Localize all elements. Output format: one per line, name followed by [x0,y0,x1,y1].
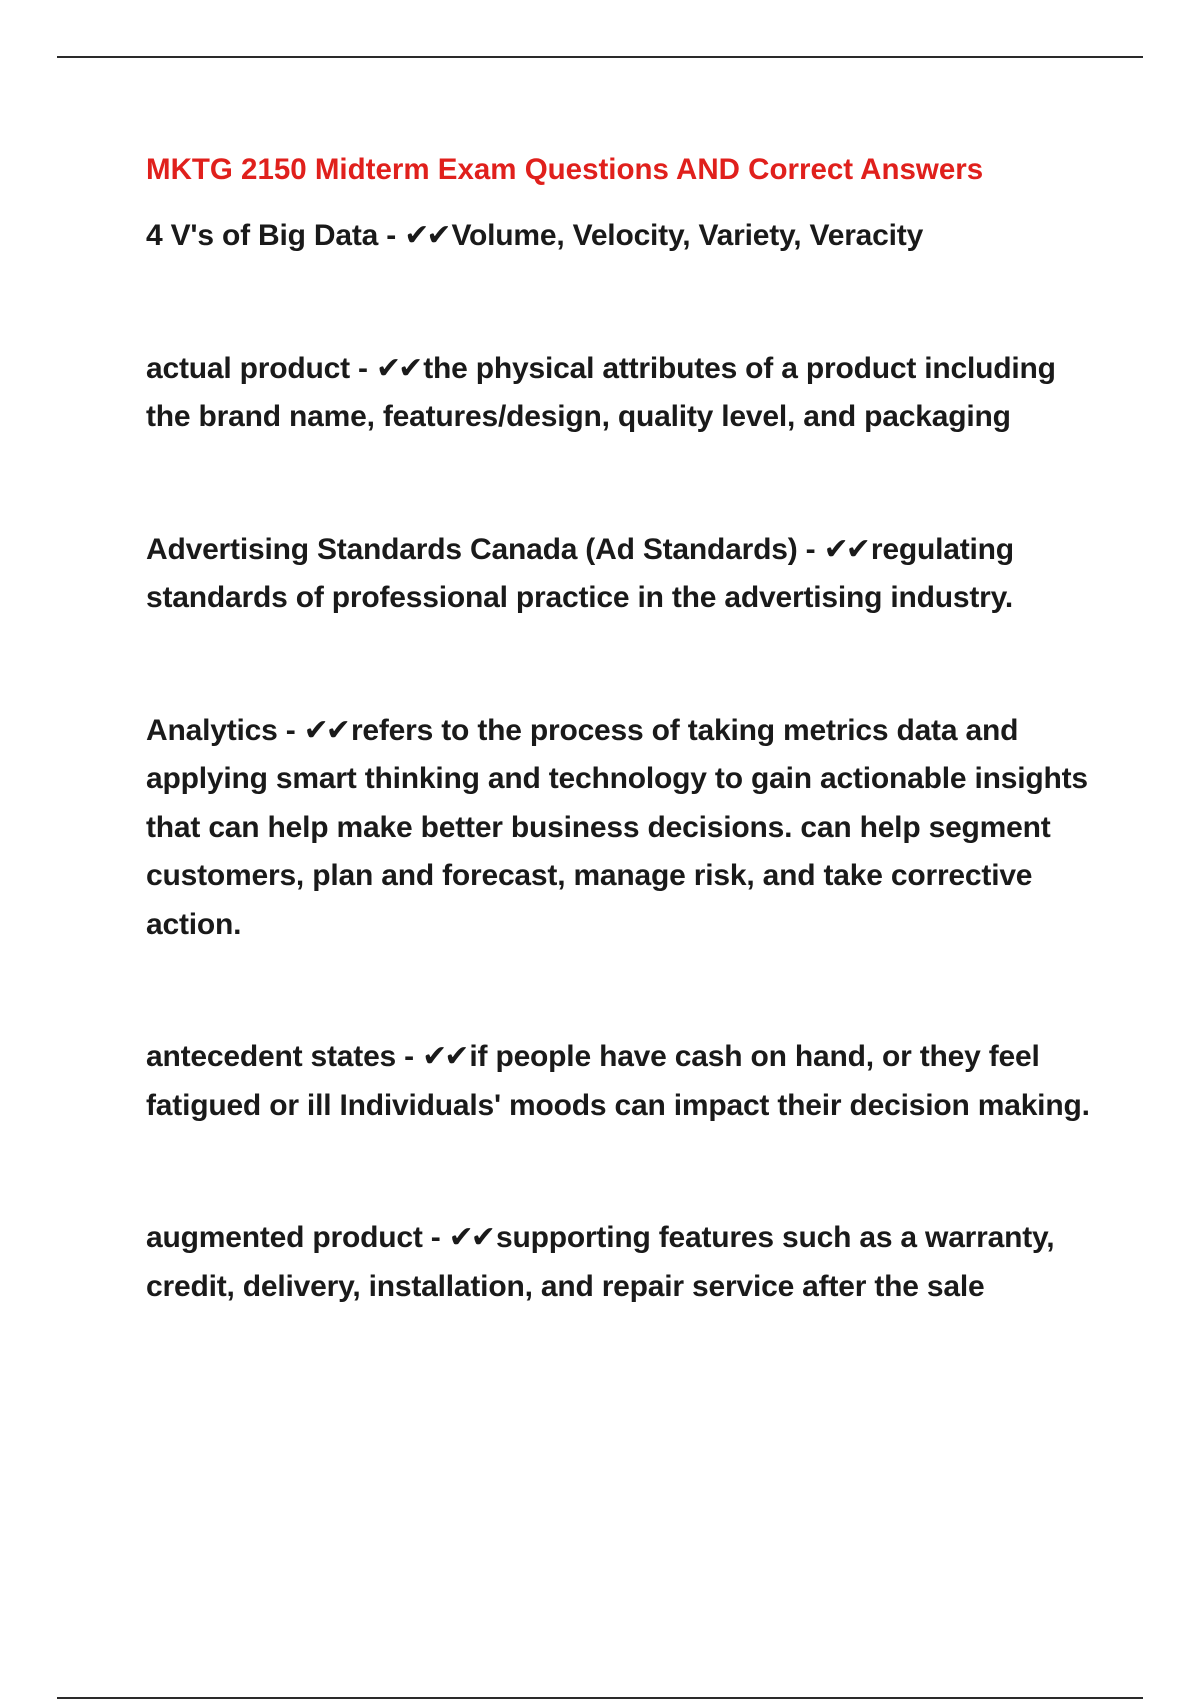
double-check-icon: ✔✔ [375,350,421,386]
entry-advertising-standards-canada [146,526,1096,623]
entry-augmented-product [146,1214,1096,1311]
entry-analytics [146,707,1096,950]
entry-definition: if people have cash on hand, or they feel fatigued or ill Individuals' moods can impact their decision making. [146,1040,1090,1122]
bottom-rule [57,1697,1143,1699]
entry-term: Advertising Standards Canada (Ad Standards) [146,532,798,566]
entry-separator: - [378,219,405,252]
double-check-icon: ✔✔ [448,1220,493,1255]
entry-separator: - [422,1221,449,1254]
entry-term: antecedent states [146,1040,397,1073]
entry-definition: Volume, Velocity, Variety, Veracity [451,219,924,252]
entry-term: Analytics [146,713,278,747]
entry-4-vs-of-big-data [146,212,1096,261]
double-check-icon: ✔✔ [303,712,348,748]
entry-separator: - [797,532,824,566]
double-check-icon: ✔✔ [404,218,449,253]
entry-separator: - [277,713,304,747]
entry-term: 4 V's of Big Data [146,219,379,252]
entry-definition: supporting features such as a warranty, credit, delivery, installation, and repair service after the sale [146,1221,1055,1303]
top-rule [57,56,1143,58]
entry-term: augmented product [146,1221,423,1254]
double-check-icon: ✔✔ [422,1039,467,1074]
entry-term: actual product [146,351,350,385]
document-body [146,146,1096,1311]
entry-definition: the physical attributes of a product including the brand name, features/design, quality level, and packaging [146,351,1056,433]
entry-separator: - [349,351,376,385]
entry-definition: regulating standards of professional practice in the advertising industry. [146,532,1014,614]
entry-separator: - [396,1040,423,1073]
entry-actual-product [146,345,1096,442]
document-title: MKTG 2150 Midterm Exam Questions AND Correct Answers [146,153,984,186]
entry-antecedent-states [146,1033,1096,1130]
entry-definition: refers to the process of taking metrics data and applying smart thinking and technology to gain actionable insights that can help make better business decisions. can help segment customers, plan and forecast, manage risk, and take corrective action. [146,713,1088,941]
double-check-icon: ✔✔ [823,531,868,567]
